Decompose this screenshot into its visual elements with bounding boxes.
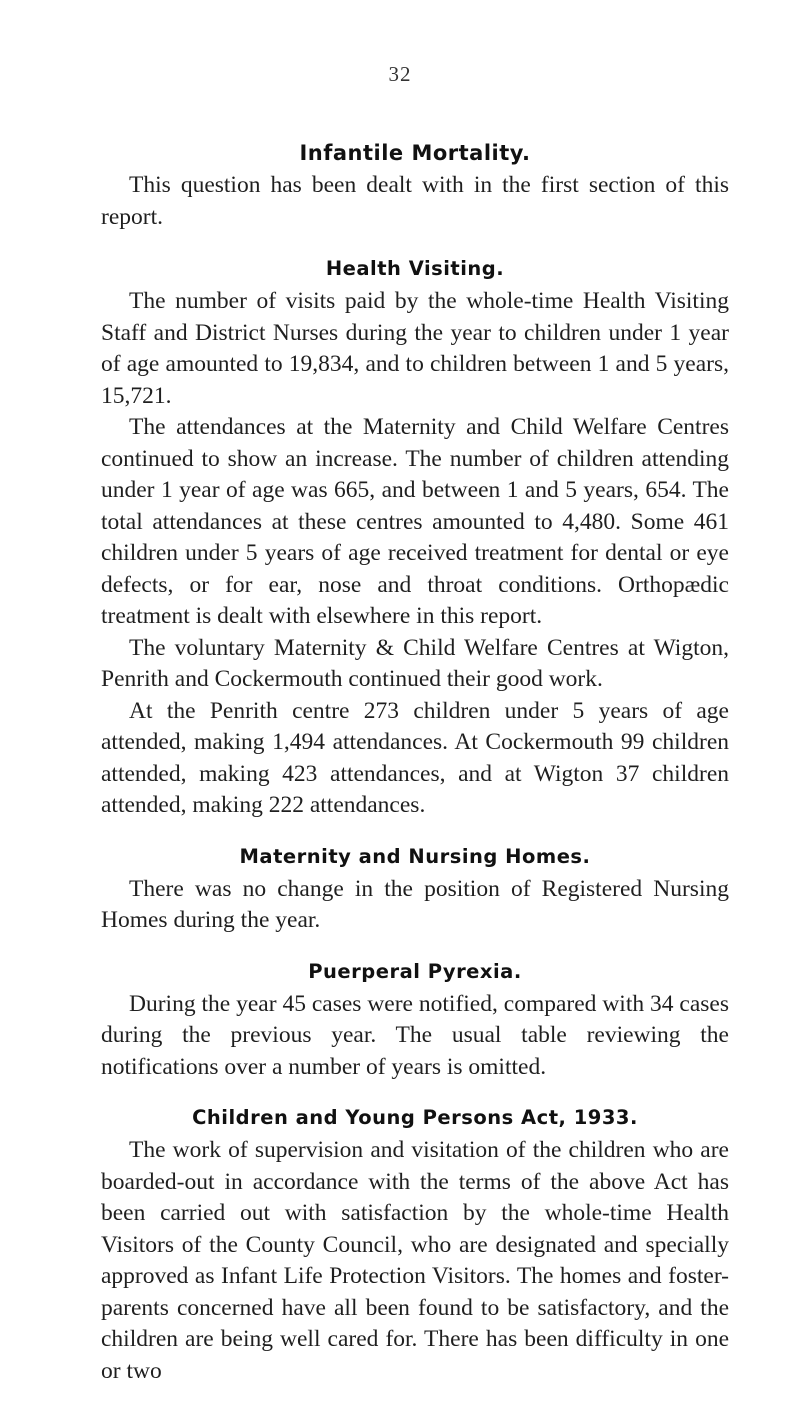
paragraph: The number of visits paid by the whole-time Health Visiting Staff and District Nurses during the year to children under 1 year of age amounted to 19,834, and to children between 1 and 5 years, 15,721. (101, 288, 729, 409)
page-number: 32 (388, 62, 412, 86)
section-heading: Puerperal Pyrexia. (308, 959, 522, 983)
report-body (101, 138, 729, 1387)
paragraph: During the year 45 cases were notified, compared with 34 cases during the previous year. The usual table reviewing the notifications over a number of years is omitted. (101, 990, 729, 1080)
section-infantile-mortality (101, 138, 729, 233)
section-health-visiting (101, 254, 729, 822)
section-heading: Health Visiting. (325, 257, 505, 280)
section-heading: Children and Young Persons Act, 1933. (192, 1106, 638, 1129)
paragraph: There was no change in the position of Registered Nursing Homes during the year. (101, 875, 729, 933)
paragraph: The voluntary Maternity & Child Welfare Centres at Wigton, Penrith and Cockermouth continued their good work. (101, 634, 729, 692)
paragraph: The work of supervision and visitation of the children who are boarded-out in accordance with the terms of the above Act has been carried out with satisfaction by the whole-time Health Visitors of the County Council, who are designated and specially approved as Infant Life Protection Visitors. The homes and foster-parents concerned have all been found to be satisfactory, and the children are being well cared for. There has been difficulty in one or two (101, 1137, 729, 1384)
paragraph: This question has been dealt with in the first section of this report. (101, 172, 729, 230)
section-heading: Infantile Mortality. (299, 141, 531, 165)
paragraph: At the Penrith centre 273 children under 5 years of age attended, making 1,494 attendances. At Cockermouth 99 children attended, making 423 attendances, and at Wigton 37 children attended, making 222 attendances. (101, 697, 729, 818)
section-puerperal-pyrexia (101, 957, 729, 1084)
section-heading: Maternity and Nursing Homes. (239, 844, 591, 868)
paragraph: The attendances at the Maternity and Child Welfare Centres continued to show an increase. The number of children attending under 1 year of age was 665, and between 1 and 5 years, 654. The total attendances at these centres amounted to 4,480. Some 461 children under 5 years of age received treatment for dental or eye defects, or for ear, nose and throat conditions. Orthopædic treatment is dealt with elsewhere in this report. (101, 414, 729, 629)
section-children-young-persons-act (101, 1103, 729, 1387)
section-maternity-nursing-homes (101, 842, 729, 937)
